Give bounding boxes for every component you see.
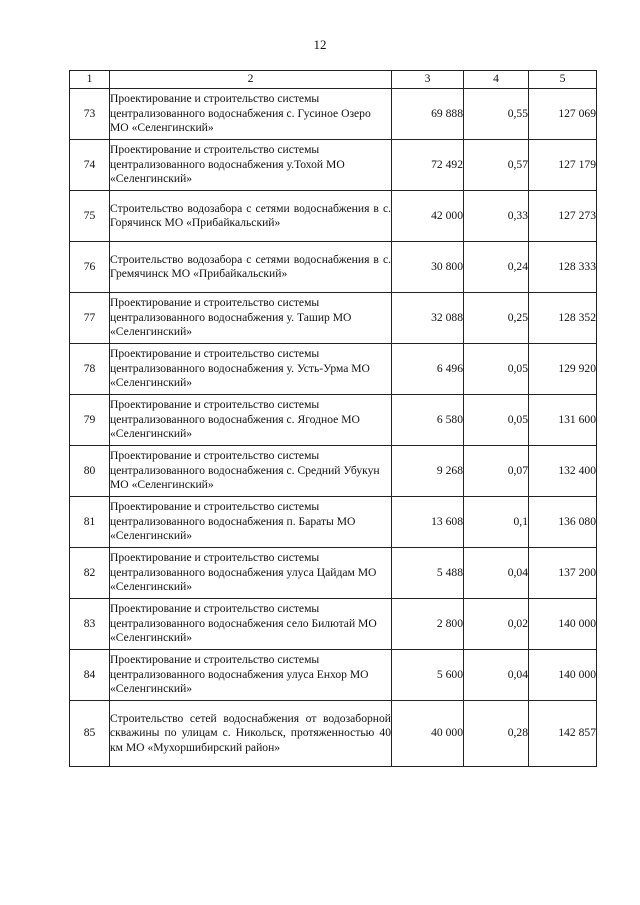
row-number: 78 bbox=[70, 344, 110, 395]
row-description: Проектирование и строительство системы централизованного водоснабжения у. Ташир МО «Селенгинский» bbox=[110, 293, 392, 344]
row-value-col4: 0,05 bbox=[464, 395, 529, 446]
row-description: Проектирование и строительство системы централизованного водоснабжения п. Бараты МО «Селенгинский» bbox=[110, 497, 392, 548]
row-number: 85 bbox=[70, 701, 110, 767]
row-value-col3: 42 000 bbox=[392, 191, 464, 242]
row-value-col3: 6 496 bbox=[392, 344, 464, 395]
row-number: 74 bbox=[70, 140, 110, 191]
row-value-col3: 9 268 bbox=[392, 446, 464, 497]
row-number: 73 bbox=[70, 89, 110, 140]
row-value-col3: 13 608 bbox=[392, 497, 464, 548]
row-number: 76 bbox=[70, 242, 110, 293]
row-description: Проектирование и строительство системы централизованного водоснабжения с. Средний Убукун МО «Селенгинский» bbox=[110, 446, 392, 497]
row-value-col3: 32 088 bbox=[392, 293, 464, 344]
row-value-col4: 0,05 bbox=[464, 344, 529, 395]
row-value-col5: 131 600 bbox=[529, 395, 597, 446]
table-row bbox=[70, 599, 597, 650]
table-row bbox=[70, 548, 597, 599]
row-description: Строительство сетей водоснабжения от водозаборной скважины по улицам с. Никольск, протяженностью 40 км МО «Мухоршибирский район» bbox=[110, 701, 392, 767]
row-value-col3: 40 000 bbox=[392, 701, 464, 767]
row-description: Проектирование и строительство системы централизованного водоснабжения у.Тохой МО «Селенгинский» bbox=[110, 140, 392, 191]
row-value-col4: 0,24 bbox=[464, 242, 529, 293]
column-header-3: 3 bbox=[392, 71, 464, 89]
table-row bbox=[70, 344, 597, 395]
row-value-col4: 0,55 bbox=[464, 89, 529, 140]
page-number: 12 bbox=[313, 37, 327, 52]
row-number: 80 bbox=[70, 446, 110, 497]
row-number: 84 bbox=[70, 650, 110, 701]
row-value-col5: 132 400 bbox=[529, 446, 597, 497]
row-description: Проектирование и строительство системы централизованного водоснабжения улуса Енхор МО «Селенгинский» bbox=[110, 650, 392, 701]
row-value-col3: 5 488 bbox=[392, 548, 464, 599]
row-value-col5: 140 000 bbox=[529, 599, 597, 650]
row-value-col5: 127 069 bbox=[529, 89, 597, 140]
table-row bbox=[70, 446, 597, 497]
data-table bbox=[69, 70, 597, 767]
column-header-2: 2 bbox=[110, 71, 392, 89]
row-value-col3: 6 580 bbox=[392, 395, 464, 446]
row-description: Проектирование и строительство системы централизованного водоснабжения село Билютай МО «Селенгинский» bbox=[110, 599, 392, 650]
row-value-col3: 5 600 bbox=[392, 650, 464, 701]
row-number: 77 bbox=[70, 293, 110, 344]
table-row bbox=[70, 497, 597, 548]
row-number: 79 bbox=[70, 395, 110, 446]
row-value-col5: 136 080 bbox=[529, 497, 597, 548]
table-row bbox=[70, 395, 597, 446]
table-header-row bbox=[70, 71, 597, 89]
row-value-col3: 69 888 bbox=[392, 89, 464, 140]
row-number: 81 bbox=[70, 497, 110, 548]
row-description: Проектирование и строительство системы централизованного водоснабжения с. Ягодное МО «Селенгинский» bbox=[110, 395, 392, 446]
row-value-col4: 0,02 bbox=[464, 599, 529, 650]
column-header-4: 4 bbox=[464, 71, 529, 89]
row-value-col5: 129 920 bbox=[529, 344, 597, 395]
row-value-col3: 72 492 bbox=[392, 140, 464, 191]
table-row bbox=[70, 140, 597, 191]
table-row bbox=[70, 650, 597, 701]
row-value-col4: 0,57 bbox=[464, 140, 529, 191]
row-value-col4: 0,33 bbox=[464, 191, 529, 242]
row-value-col5: 128 352 bbox=[529, 293, 597, 344]
row-value-col5: 127 179 bbox=[529, 140, 597, 191]
row-number: 82 bbox=[70, 548, 110, 599]
table-row bbox=[70, 701, 597, 767]
row-value-col4: 0,04 bbox=[464, 650, 529, 701]
row-value-col4: 0,25 bbox=[464, 293, 529, 344]
row-description: Строительство водозабора с сетями водоснабжения в с. Гремячинск МО «Прибайкальский» bbox=[110, 242, 392, 293]
row-value-col3: 2 800 bbox=[392, 599, 464, 650]
row-value-col5: 137 200 bbox=[529, 548, 597, 599]
column-header-5: 5 bbox=[529, 71, 597, 89]
row-value-col5: 142 857 bbox=[529, 701, 597, 767]
row-value-col5: 127 273 bbox=[529, 191, 597, 242]
row-description: Проектирование и строительство системы централизованного водоснабжения улуса Цайдам МО «Селенгинский» bbox=[110, 548, 392, 599]
row-value-col5: 128 333 bbox=[529, 242, 597, 293]
column-header-1: 1 bbox=[70, 71, 110, 89]
row-value-col4: 0,04 bbox=[464, 548, 529, 599]
row-description: Проектирование и строительство системы централизованного водоснабжения с. Гусиное Озеро МО «Селенгинский» bbox=[110, 89, 392, 140]
row-value-col4: 0,1 bbox=[464, 497, 529, 548]
row-number: 83 bbox=[70, 599, 110, 650]
row-description: Строительство водозабора с сетями водоснабжения в с. Горячинск МО «Прибайкальский» bbox=[110, 191, 392, 242]
row-number: 75 bbox=[70, 191, 110, 242]
row-value-col4: 0,07 bbox=[464, 446, 529, 497]
row-value-col4: 0,28 bbox=[464, 701, 529, 767]
table-row bbox=[70, 89, 597, 140]
table-row bbox=[70, 242, 597, 293]
row-value-col3: 30 800 bbox=[392, 242, 464, 293]
row-value-col5: 140 000 bbox=[529, 650, 597, 701]
row-description: Проектирование и строительство системы централизованного водоснабжения у. Усть-Урма МО «Селенгинский» bbox=[110, 344, 392, 395]
table-row bbox=[70, 191, 597, 242]
table-row bbox=[70, 293, 597, 344]
